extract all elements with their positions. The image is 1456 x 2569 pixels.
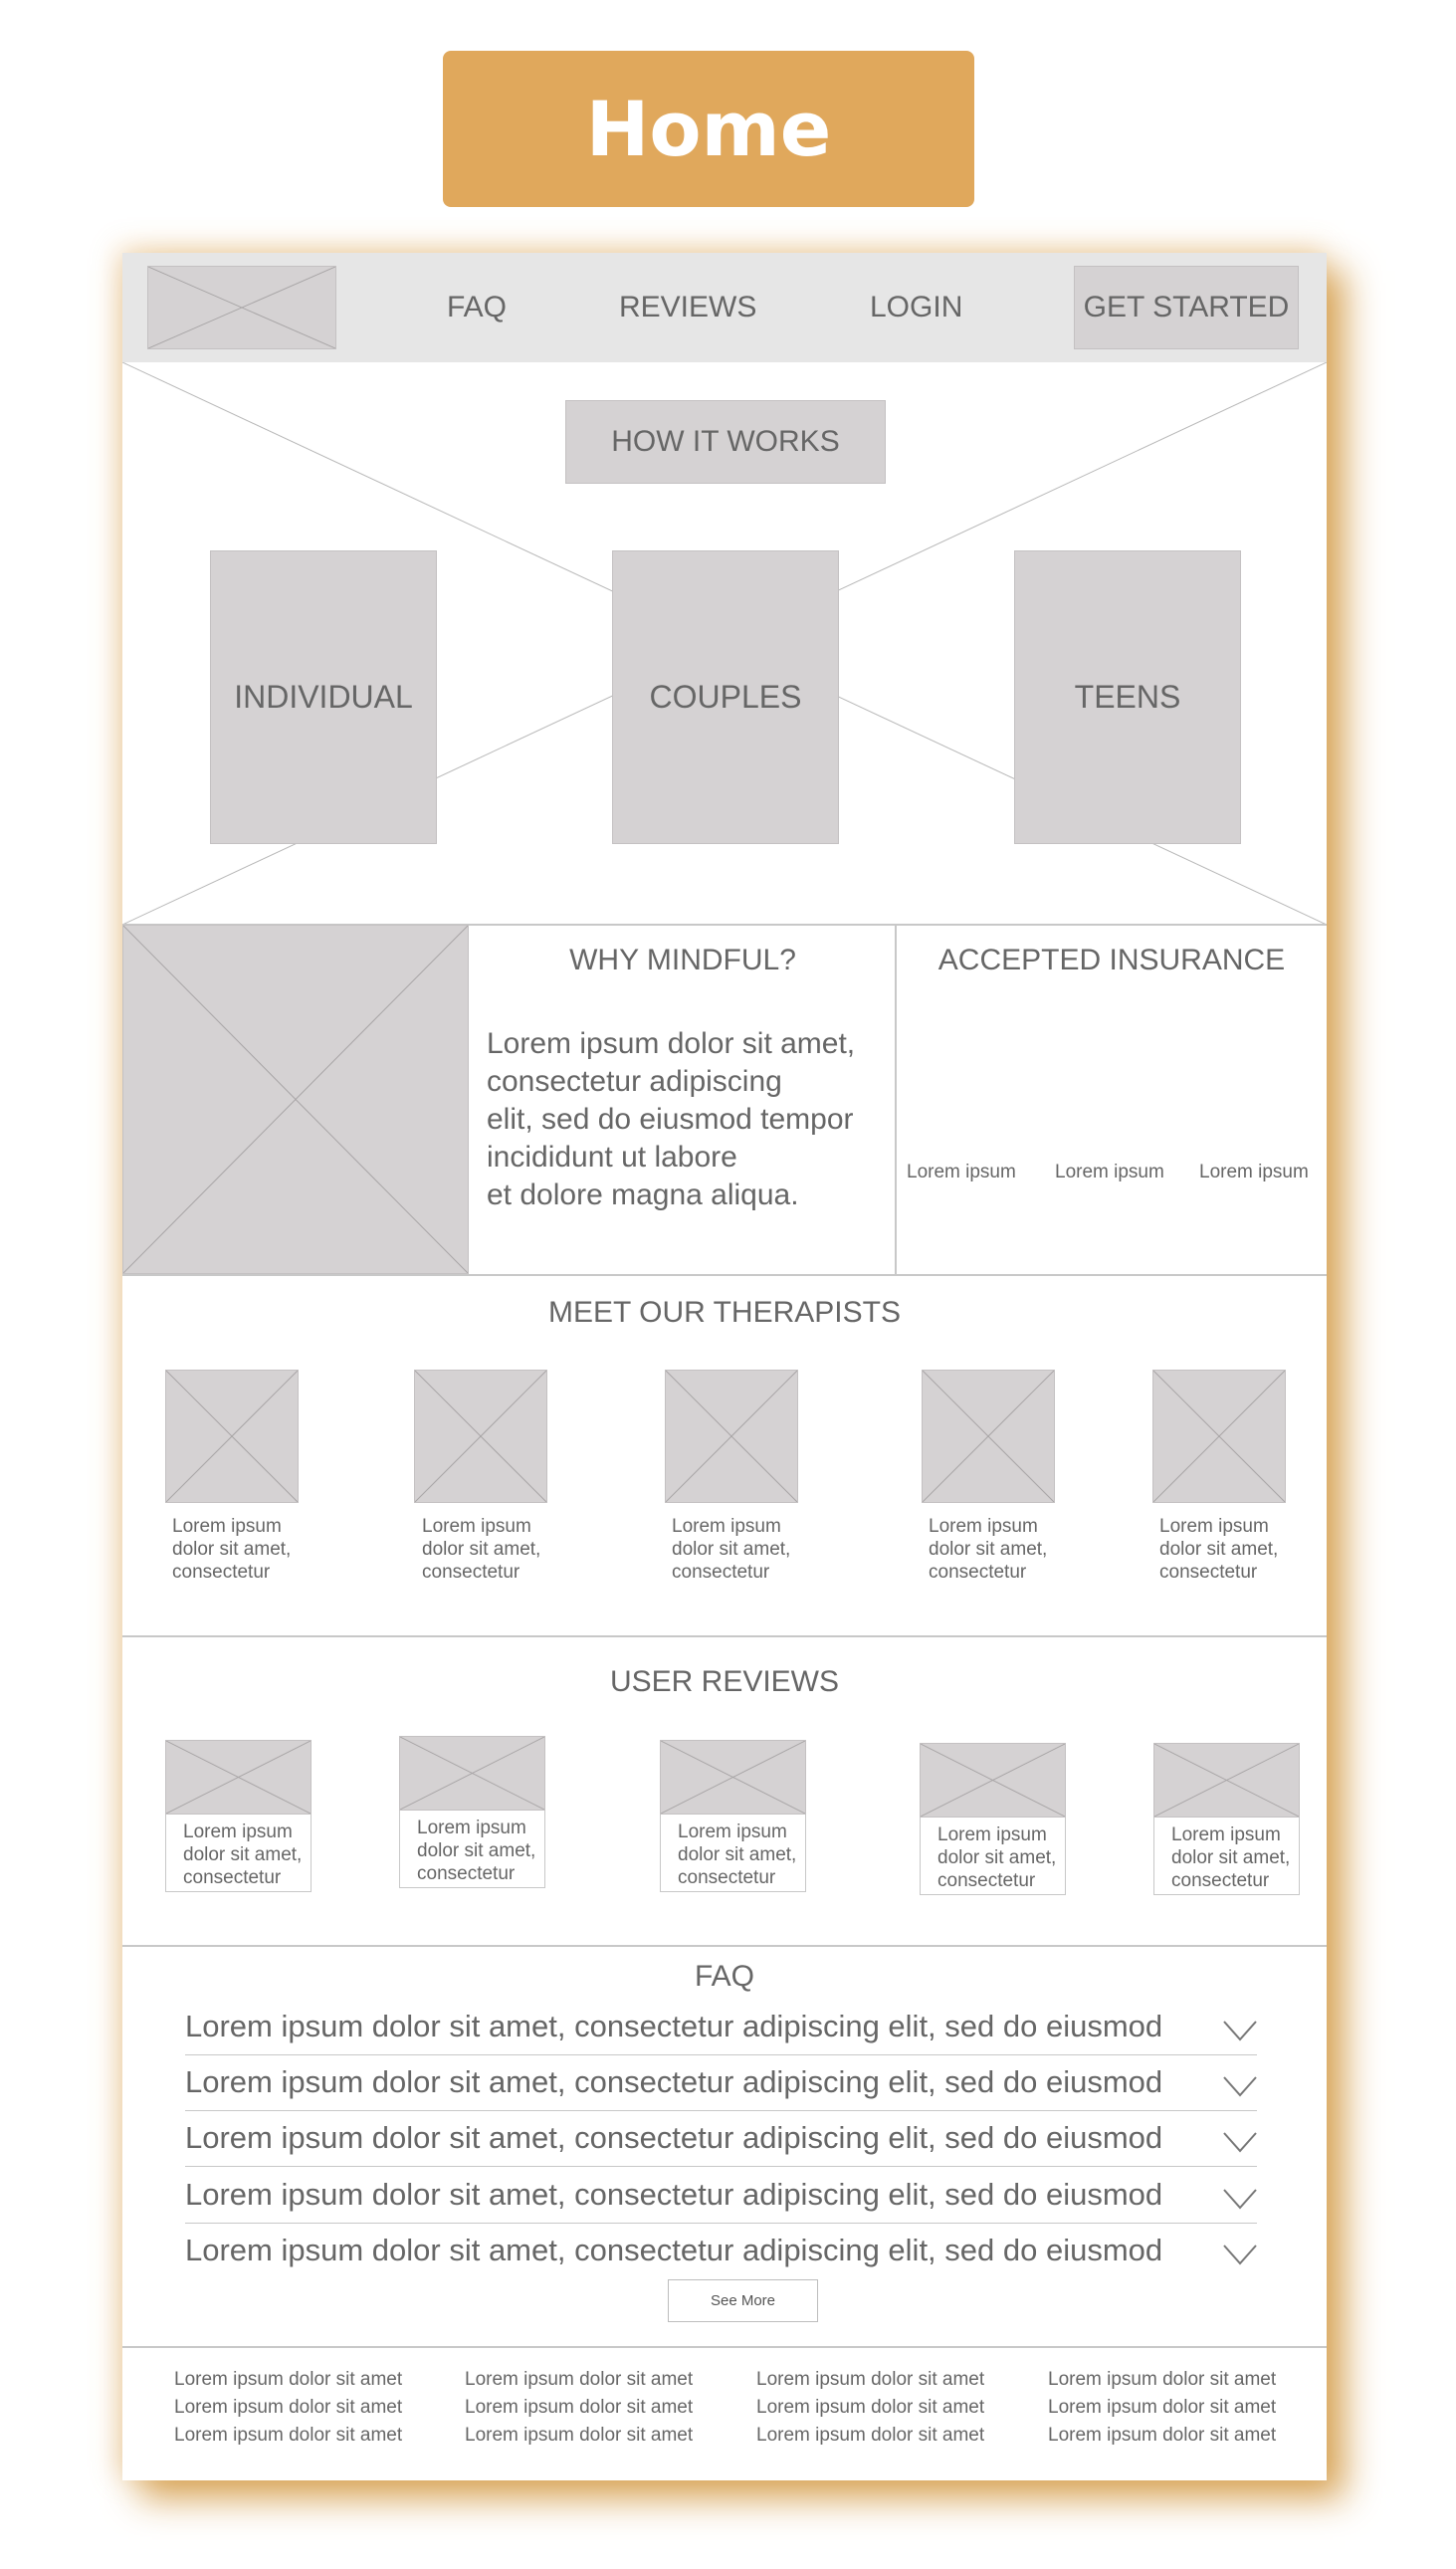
divider <box>185 2110 1257 2111</box>
review-card[interactable] <box>399 1736 545 1888</box>
footer-link[interactable]: Lorem ipsum dolor sit amet <box>756 2397 985 2418</box>
how-it-works-button[interactable]: HOW IT WORKS <box>565 400 886 484</box>
review-text-line: dolor sit amet, <box>183 1844 303 1865</box>
therapist-photo[interactable] <box>1152 1370 1286 1503</box>
see-more-button[interactable]: See More <box>668 2279 818 2322</box>
review-text-line: dolor sit amet, <box>1171 1847 1291 1868</box>
review-text-line: Lorem ipsum <box>183 1821 293 1842</box>
footer-link[interactable]: Lorem ipsum dolor sit amet <box>756 2425 985 2446</box>
footer-link[interactable]: Lorem ipsum dolor sit amet <box>756 2369 985 2390</box>
divider <box>122 1274 1327 1276</box>
therapist-bio-line: Lorem ipsum <box>1159 1516 1269 1537</box>
why-body-line: consectetur adipiscing <box>487 1065 782 1098</box>
therapist-photo[interactable] <box>665 1370 798 1503</box>
option-teens[interactable]: TEENS <box>1014 550 1241 844</box>
get-started-button[interactable]: GET STARTED <box>1074 266 1299 349</box>
therapist-bio-line: Lorem ipsum <box>172 1516 282 1537</box>
faq-heading: FAQ <box>694 1960 754 1993</box>
why-body-line: et dolore magna aliqua. <box>487 1178 799 1211</box>
review-text-line: consectetur <box>1171 1870 1270 1891</box>
review-text-line: consectetur <box>937 1870 1036 1891</box>
review-avatar-placeholder <box>399 1736 545 1811</box>
why-body <box>487 1025 905 1214</box>
divider <box>122 2346 1327 2348</box>
therapist-bio-line: consectetur <box>172 1562 271 1583</box>
footer-column <box>756 2366 984 2450</box>
faq-question[interactable]: Lorem ipsum dolor sit amet, consectetur adipiscing elit, sed do eiusmod <box>185 2233 1163 2267</box>
review-text-line: dolor sit amet, <box>678 1844 797 1865</box>
insurance-heading: ACCEPTED INSURANCE <box>937 944 1286 976</box>
footer-link[interactable]: Lorem ipsum dolor sit amet <box>1048 2397 1277 2418</box>
therapist-bio <box>172 1515 291 1584</box>
review-text-line: Lorem ipsum <box>678 1821 787 1842</box>
wireframe-page <box>122 253 1327 2480</box>
review-text-line: Lorem ipsum <box>937 1824 1047 1845</box>
divider <box>122 1635 1327 1637</box>
review-text-line: Lorem ipsum <box>417 1818 526 1838</box>
review-text-line: dolor sit amet, <box>937 1847 1057 1868</box>
chevron-down-icon[interactable] <box>1222 2244 1258 2265</box>
logo-placeholder[interactable] <box>147 266 336 349</box>
therapist-bio-line: consectetur <box>1159 1562 1258 1583</box>
therapist-bio <box>929 1515 1047 1584</box>
nav-link-reviews[interactable]: REVIEWS <box>619 291 757 323</box>
review-text-line: dolor sit amet, <box>417 1840 536 1861</box>
insurance-item: Lorem ipsum <box>907 1162 1016 1182</box>
chevron-down-icon[interactable] <box>1222 2020 1258 2041</box>
insurance-item: Lorem ipsum <box>1055 1162 1164 1182</box>
therapist-bio <box>672 1515 790 1584</box>
footer-column <box>465 2366 693 2450</box>
review-text-line: consectetur <box>183 1867 282 1888</box>
why-body-line: Lorem ipsum dolor sit amet, <box>487 1027 856 1060</box>
reviews-heading: USER REVIEWS <box>609 1665 840 1698</box>
why-image-placeholder <box>122 925 469 1274</box>
why-body-line: elit, sed do eiusmod tempor <box>487 1103 854 1136</box>
nav-link-login[interactable]: LOGIN <box>870 291 963 323</box>
faq-question[interactable]: Lorem ipsum dolor sit amet, consectetur adipiscing elit, sed do eiusmod <box>185 2177 1163 2212</box>
review-text <box>183 1820 302 1889</box>
review-card[interactable] <box>660 1740 806 1892</box>
review-text <box>678 1820 796 1889</box>
divider <box>122 1945 1327 1947</box>
footer-link[interactable]: Lorem ipsum dolor sit amet <box>174 2369 403 2390</box>
therapist-bio-line: dolor sit amet, <box>172 1539 292 1560</box>
divider <box>185 2223 1257 2224</box>
therapist-bio-line: dolor sit amet, <box>929 1539 1048 1560</box>
why-body-line: incididunt ut labore <box>487 1141 737 1174</box>
faq-question[interactable]: Lorem ipsum dolor sit amet, consectetur adipiscing elit, sed do eiusmod <box>185 2064 1163 2099</box>
review-text-line: Lorem ipsum <box>1171 1824 1281 1845</box>
footer-link[interactable]: Lorem ipsum dolor sit amet <box>465 2397 694 2418</box>
footer-link[interactable]: Lorem ipsum dolor sit amet <box>1048 2369 1277 2390</box>
review-text <box>937 1823 1056 1892</box>
therapist-bio-line: dolor sit amet, <box>422 1539 541 1560</box>
review-text-line: consectetur <box>678 1867 776 1888</box>
review-text <box>417 1817 535 1885</box>
footer-link[interactable]: Lorem ipsum dolor sit amet <box>465 2369 694 2390</box>
therapist-photo[interactable] <box>414 1370 547 1503</box>
therapists-heading: MEET OUR THERAPISTS <box>548 1296 901 1329</box>
footer-link[interactable]: Lorem ipsum dolor sit amet <box>465 2425 694 2446</box>
therapist-bio-line: Lorem ipsum <box>672 1516 781 1537</box>
review-card[interactable] <box>165 1740 312 1892</box>
option-individual[interactable]: INDIVIDUAL <box>210 550 437 844</box>
therapist-photo[interactable] <box>922 1370 1055 1503</box>
therapist-bio-line: consectetur <box>929 1562 1027 1583</box>
page-title: Home <box>443 51 974 207</box>
review-text-line: consectetur <box>417 1863 516 1884</box>
therapist-bio <box>422 1515 540 1584</box>
why-heading: WHY MINDFUL? <box>569 944 796 976</box>
therapist-bio-line: consectetur <box>672 1562 770 1583</box>
chevron-down-icon[interactable] <box>1222 2188 1258 2210</box>
nav-link-faq[interactable]: FAQ <box>447 291 508 323</box>
therapist-bio-line: dolor sit amet, <box>672 1539 791 1560</box>
review-text <box>1171 1823 1290 1892</box>
chevron-down-icon[interactable] <box>1222 2131 1258 2153</box>
review-avatar-placeholder <box>660 1740 806 1815</box>
top-navbar <box>122 253 1327 362</box>
option-couples[interactable]: COUPLES <box>612 550 839 844</box>
therapist-bio-line: Lorem ipsum <box>929 1516 1038 1537</box>
therapist-bio-line: consectetur <box>422 1562 520 1583</box>
divider <box>185 2054 1257 2055</box>
review-avatar-placeholder <box>920 1743 1066 1818</box>
divider <box>185 2166 1257 2167</box>
review-card[interactable] <box>1153 1743 1300 1895</box>
review-avatar-placeholder <box>165 1740 312 1815</box>
review-card[interactable] <box>920 1743 1066 1895</box>
footer-link[interactable]: Lorem ipsum dolor sit amet <box>1048 2425 1277 2446</box>
therapist-bio-line: Lorem ipsum <box>422 1516 531 1537</box>
review-avatar-placeholder <box>1153 1743 1300 1818</box>
footer-link[interactable]: Lorem ipsum dolor sit amet <box>174 2397 403 2418</box>
therapist-photo[interactable] <box>165 1370 299 1503</box>
insurance-item: Lorem ipsum <box>1199 1162 1309 1182</box>
footer-column <box>1048 2366 1276 2450</box>
faq-question[interactable]: Lorem ipsum dolor sit amet, consectetur adipiscing elit, sed do eiusmod <box>185 2120 1163 2155</box>
faq-question[interactable]: Lorem ipsum dolor sit amet, consectetur adipiscing elit, sed do eiusmod <box>185 2009 1163 2043</box>
chevron-down-icon[interactable] <box>1222 2075 1258 2097</box>
therapist-bio-line: dolor sit amet, <box>1159 1539 1279 1560</box>
footer-link[interactable]: Lorem ipsum dolor sit amet <box>174 2425 403 2446</box>
therapist-bio <box>1159 1515 1278 1584</box>
footer-column <box>174 2366 402 2450</box>
